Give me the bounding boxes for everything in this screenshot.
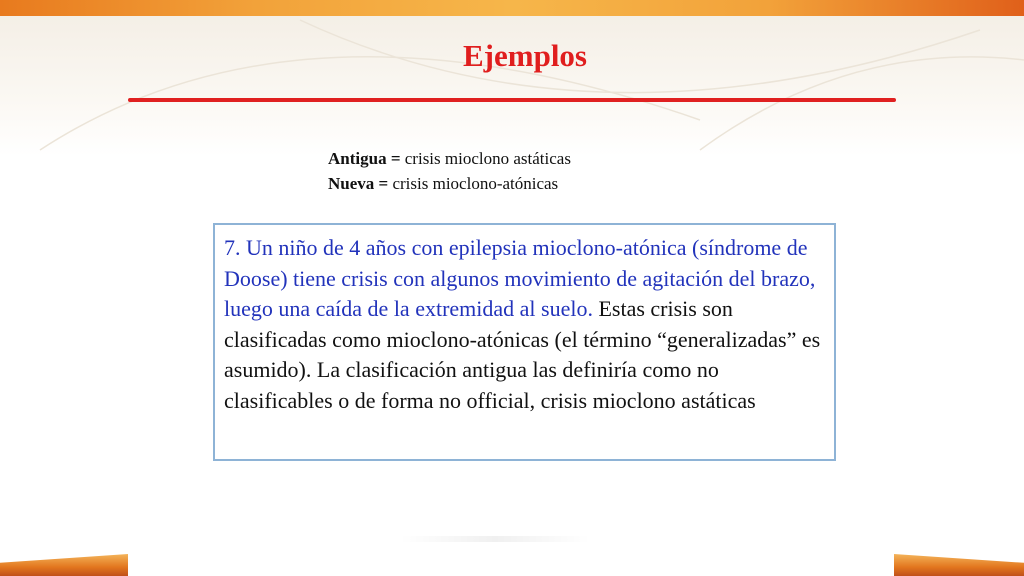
legend-old-row [328, 146, 571, 171]
legend-new-label: Nueva = [328, 174, 389, 193]
bottom-left-accent [0, 554, 128, 576]
legend-new-row [328, 171, 571, 196]
example-text-box [213, 223, 836, 461]
classification-legend [328, 146, 571, 196]
example-body-text: Estas crisis son clasificadas como mioclono-atónicas (el término “generalizadas” es asumido). La clasificación antigua las definiría como no clasificables o de forma no official, crisis mioclono astáticas [224, 296, 821, 413]
title-underline [128, 98, 896, 102]
legend-new-value: crisis mioclono-atónicas [388, 174, 559, 193]
slide-title: Ejemplos [463, 38, 587, 73]
legend-old-value: crisis mioclono astáticas [400, 149, 571, 168]
bottom-shadow [400, 536, 590, 542]
decorative-curves [0, 0, 1024, 160]
legend-old-label: Antigua = [328, 149, 401, 168]
bottom-right-accent [894, 554, 1024, 576]
example-highlight-text: 7. Un niño de 4 años con epilepsia mioclono-atónica (síndrome de Doose) tiene crisis con algunos movimiento de agitación del brazo, luego una caída de la extremidad al suelo. [224, 235, 816, 321]
